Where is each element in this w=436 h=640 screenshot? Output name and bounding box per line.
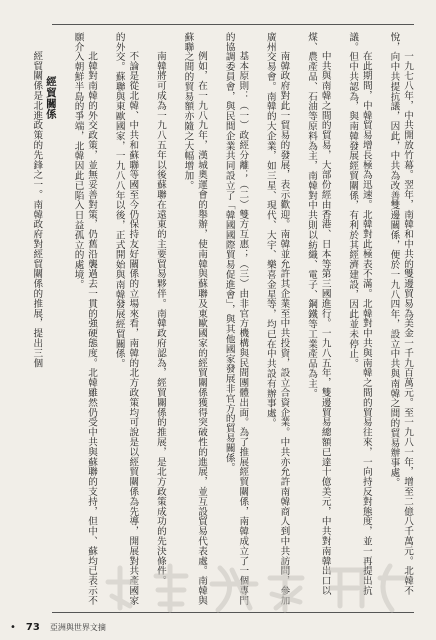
article-columns <box>31 32 414 606</box>
article-column-8 <box>112 32 139 606</box>
article-column-6 <box>181 32 208 606</box>
paragraph: 一九七八年，中共開放竹幕。翌年，南韓和中共的雙邊貿易為美金一千九百萬元。至一九八一年，增至二億八千萬元。北韓不悅，向中共提抗議，因此，中共為改善雙邊關係，便於一九八四年，設立中共與南韓之間的貿易辦事處。 <box>388 32 413 596</box>
top-divider <box>52 24 414 25</box>
paragraph: 在此期間，中韓貿易增長極為迅速。北韓對此極表不滿。北韓對中共與南韓之間的貿易往來，一向持反對態度，並一再提出抗議。但中共認為，與南韓發展經貿關係，有利於其經濟建設，因此並未停止。 <box>347 32 372 596</box>
bottom-divider <box>52 612 414 613</box>
journal-title: 亞洲與世界文摘 <box>49 622 106 632</box>
article-column-1 <box>387 32 414 606</box>
article-column-3 <box>304 32 331 606</box>
article-column-2 <box>346 32 373 606</box>
article-column-9 <box>71 32 98 606</box>
paragraph: 北韓對南韓的外交政策，並無妥善對策，仍舊沿襲過去一貫的強硬態度。北韓雖然仍受中共與蘇聯的支持，但中、蘇均已表示不願介入朝鮮半島的爭端，北韓因此已陷入日益孤立的處境。 <box>72 32 98 606</box>
page-footer <box>10 619 106 635</box>
paragraph: 不論是從北韓、中共和蘇聯等國至今仍保持友好關係的立場來看，南韓的北方政策均可說是以經貿關係為先導，開展對共產國家的外交。蘇聯與東歐國家，一九八八年以後，正式開始與南韓發展經貿關係。 <box>113 32 139 606</box>
paragraph: 例如，在一九八九年，漢城奧運會的舉辦，使南韓與蘇聯及東歐國家的經貿關係獲得突破性的進展，並互設貿易代表處。南韓與蘇聯之間的貿易額亦隨之大幅增加。 <box>182 32 208 606</box>
article-column-4 <box>263 32 290 606</box>
article-column-10 <box>30 32 57 606</box>
section-heading: 經貿關係 <box>44 76 57 120</box>
page-number: 73 <box>25 621 40 633</box>
paragraph: 中共與南韓之間的貿易，大部份經由香港、日本等第三國進行。一九八五年，雙邊貿易總額已達十億美元，中共對南韓出口以煤、農產品、石油等原料為主，南韓對中共則以紡織、電子、鋼鐵等工業產品為主。 <box>306 32 331 596</box>
article-column-5 <box>222 32 249 606</box>
paragraph: 經貿關係是北進政策的先鋒之一。南韓政府對經貿關係的推展，提出三個 <box>31 51 43 368</box>
paragraph: 南韓政府對此一貿易的發展，表示歡迎。南韓並允許其企業至中共投資，設立合資企業。中共亦允許南韓商人到中共訪問，參加廣州交易會。南韓的大企業，如三星、現代、大宇、樂喜金星等，均已在中共設有辦事處。 <box>264 32 290 606</box>
article-column-7 <box>153 32 167 606</box>
paragraph: 基本原則：（一）政經分離；（二）雙方互惠；（三）由非官方機構與民間團體出面。為了推展經貿關係，南韓成立了一個專門的協調委員會，與民間企業共同設立了「韓國國際貿易促進會」，與其他國家發展非官方的貿易關係。 <box>223 32 249 606</box>
paragraph: 南韓將可成為一九八五年以後蘇聯在遠東的主要貿易夥伴。南韓政府認為，經貿關係的推展，是北方政策成功的先決條件。 <box>154 51 166 586</box>
footer-bullet: • <box>10 621 16 633</box>
